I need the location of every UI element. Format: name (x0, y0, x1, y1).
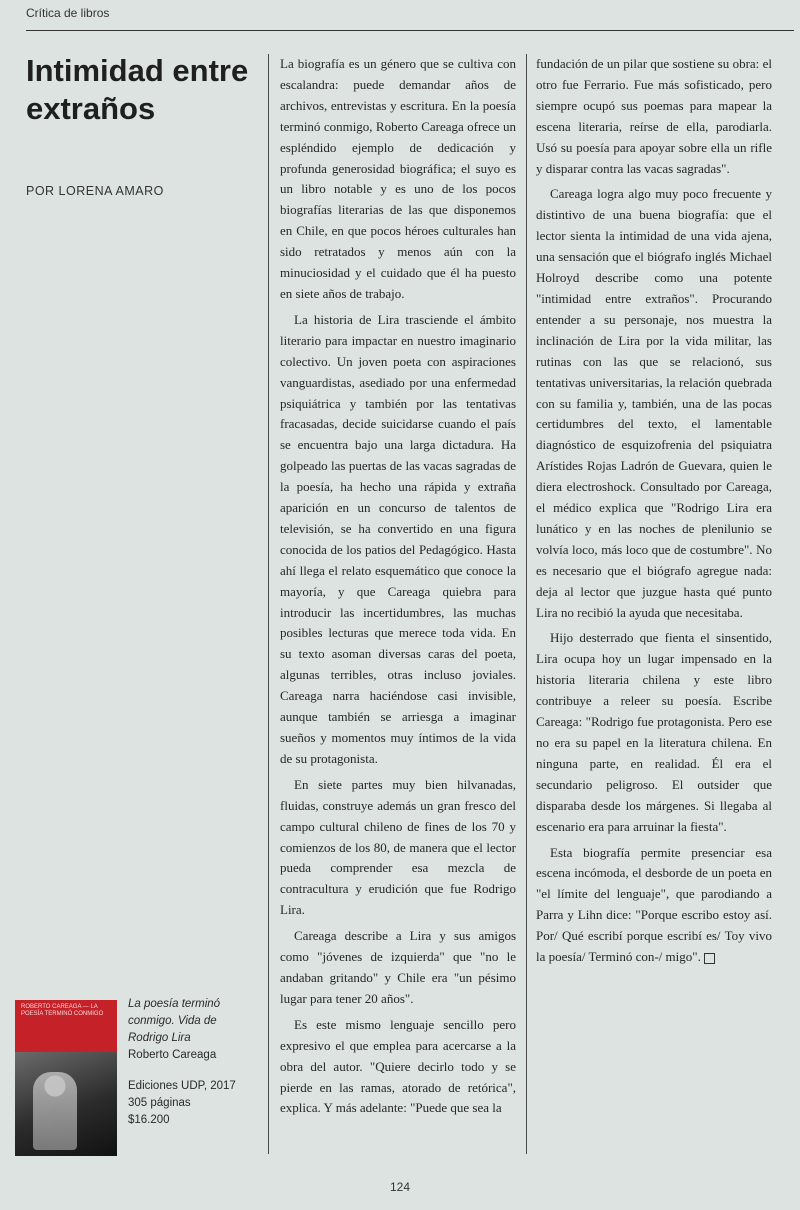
body-column-1 (280, 54, 516, 1124)
paragraph: Es este mismo lenguaje sencillo pero expresivo el que emplea para acercarse a la obra del autor. "Quiere decirlo todo y se pierde en las ramas, atorado de retórica", explica. Y más adelante: "Puede que sea la (280, 1016, 516, 1116)
paragraph: En siete partes muy bien hilvanadas, fluidas, construye además un gran fresco del campo cultural chileno de fines de los 70 y comienzos de los 80, de manera que el lector pueda comprender esa mezcla de contracultura y erudición que fue Rodrigo Lira. (280, 776, 516, 918)
book-author: Roberto Careaga (128, 1049, 217, 1061)
paragraph-last (536, 843, 772, 968)
paragraph: Careaga describe a Lira y sus amigos como "jóvenes de izquierda" que "no le andaban gritando" y Chile era "un pésimo lugar para tener 20 años". (280, 928, 516, 1006)
column-rule-left (268, 54, 269, 1154)
page-number: 124 (389, 1180, 411, 1194)
article-title: Intimidad entre extraños (26, 53, 249, 126)
book-title: La poesía terminó conmigo. Vida de Rodrigo Lira (128, 998, 221, 1044)
body-column-2 (536, 54, 772, 973)
book-info (128, 996, 258, 1129)
book-publisher: Ediciones UDP, 2017 (128, 1080, 236, 1092)
column-rule-right (526, 54, 527, 1154)
book-pages: 305 páginas (128, 1097, 191, 1109)
top-rule (26, 30, 794, 31)
paragraph: La biografía es un género que se cultiva con escalandra: puede demandar años de archivos, entrevistas y escritura. En la poesía terminó conmigo, Roberto Careaga ofrece un espléndido ejemplo de dedicación y profunda generosidad biográfica; el suyo es un libro notable y es uno de los pocos biografías literarias de las que disponemos en Chile, en que pocos héroes culturales han sido retratados y menos aún con la minuciosidad y el cuidado que él ha puesto en siete años de trabajo. (280, 56, 516, 301)
paragraph-text: Esta biografía permite presenciar esa escena incómoda, el desborde de un poeta en "el límite del lenguaje", que parodiando a Parra y Lihn dice: "Porque escribo estoy así. Por/ Qué escribí porque escribí es/ Toy vivo la poesía/ Terminó con-/ migo". (536, 844, 772, 965)
paragraph: fundación de un pilar que sostiene su obra: el otro fue Ferrario. Fue más sofisticado, pero siempre ocupó sus poemas para mapear la escena literaria, reírse de ella, parodiarla. Usó su poesía para apoyar sobre ella un rifle y disparar contra las vacas sagradas". (536, 56, 772, 176)
paragraph: La historia de Lira trasciende el ámbito literario para impactar en nuestro imaginario colectivo. Un joven poeta con aspiraciones vanguardistas, asediado por una enfermedad psiquiátrica y también por las tentativas fracasadas, decide suicidarse cuando el país se encuentra bajo una larga dictadura. Ha golpeado las puertas de las vacas sagradas de la poesía, ha hecho una rápida y extraña aparición en un concurso de talentos de televisión, se ha convertido en una figura conocida de los patios del Pedagógico. Hasta ahí llega el relato esquemático que conoce la mayoría, y que Careaga quiebra para introducir las incertidumbres, las muchas posibles lecturas que merece toda vida. En su texto asoman diversas caras del poeta, algunas terribles, otras incluso joviales. Careaga narra haciéndose casi invisible, aunque también se arriesga a imaginar sueños y momentos muy íntimos de la vida de su protagonista. (280, 311, 516, 766)
book-price: $16.200 (128, 1114, 170, 1126)
cover-title: ROBERTO CAREAGA — LA POESÍA TERMINÓ CONMIGO (21, 1004, 104, 1017)
paragraph: Hijo desterrado que fienta el sinsentido, Lira ocupa hoy un lugar impensado en la historia literaria chilena y este libro contribuye a releer su poesía. Escribe Careaga: "Rodrigo fue protagonista. Pero ese no era su papel en la literatura chilena. En ninguna parte, en realidad. Él era el secundario peligroso. El outsider que disparaba desde los márgenes. Si llegaba al escenario era para arruinar la fiesta". (536, 630, 772, 834)
end-mark-icon (704, 953, 715, 964)
byline: POR LORENA AMARO (26, 184, 164, 198)
book-cover (15, 1000, 117, 1156)
cover-figure (33, 1072, 77, 1150)
section-label: Crítica de libros (26, 6, 110, 20)
paragraph: Careaga logra algo muy poco frecuente y distintivo de una buena biografía: que el lector sienta la intimidad de una vida ajena, una sensación que el biógrafo inglés Michael Holroyd describe como una potente "intimidad entre extraños". Procurando entender a su personaje, nos muestra la inclinación de Lira por la vida militar, las rutinas con las que se relacionó, sus tentativas universitarias, la relación quebrada con su familia y, también, una de las pocas certidumbres del texto, el lamentable diagnóstico de esquizofrenia del psiquiatra Arístides Rojas Ladrón de Guevara, quien le diera electroshock. Consultado por Careaga, el médico explica que "Rodrigo Lira era lunático y en las noches de plenilunio se volvía loco, más loco que de costumbre". No es necesario que el biógrafo agregue nada: deja al lector que juzgue hasta qué punto Lira no recibió la ayuda que necesitaba. (536, 186, 772, 620)
